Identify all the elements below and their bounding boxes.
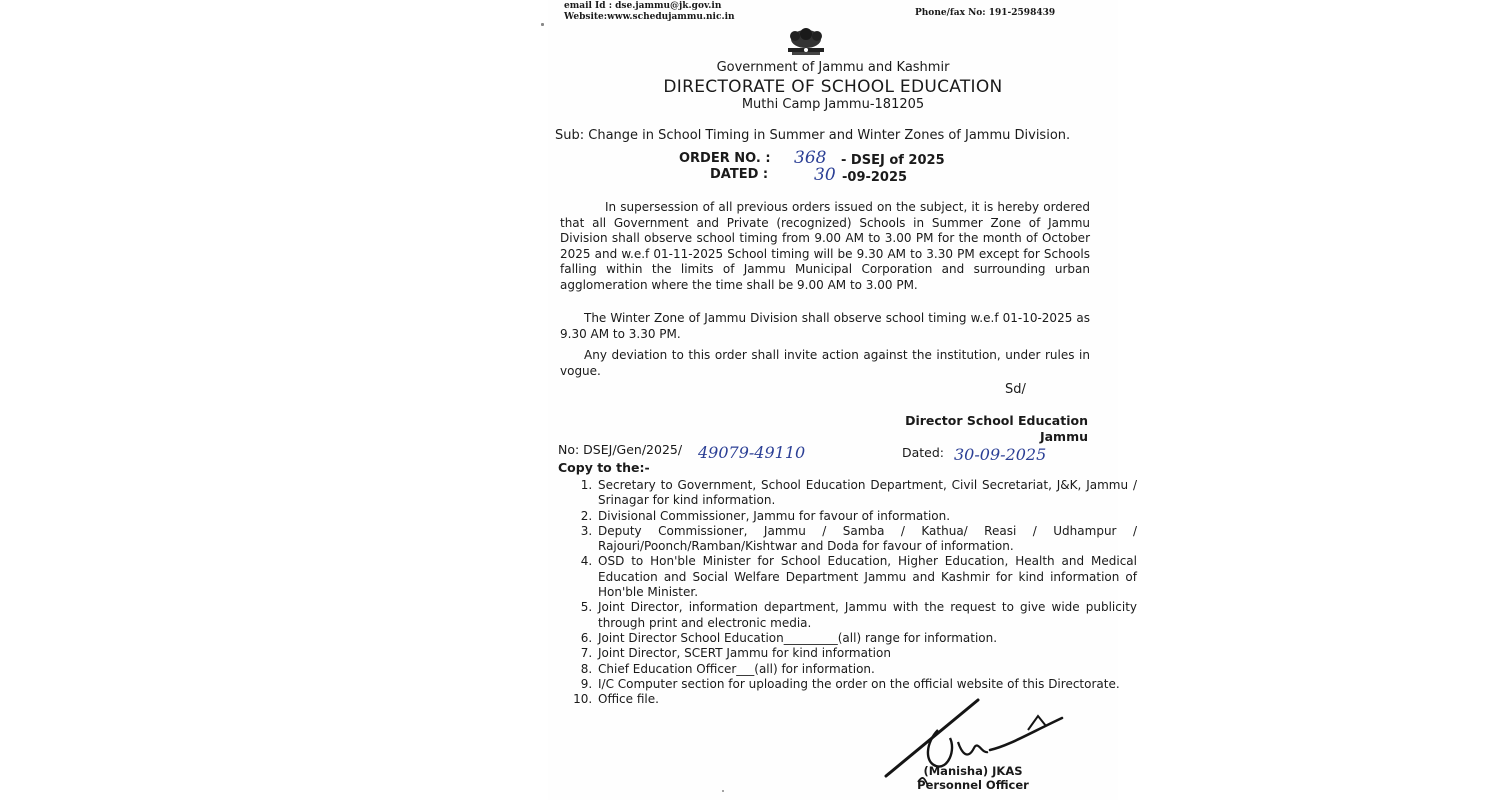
officer-designation: Personnel Officer bbox=[917, 778, 1029, 792]
subject-line: Sub: Change in School Timing in Summer and Winter Zones of Jammu Division. bbox=[555, 128, 1071, 143]
director-designation: Director School Education bbox=[905, 413, 1088, 428]
copy-to-item: 2. Divisional Commissioner, Jammu for favour of information. bbox=[596, 509, 1137, 524]
reference-dated-handwritten: 30-09-2025 bbox=[954, 445, 1047, 464]
copy-to-item: 9. I/C Computer section for uploading the order on the official website of this Directorate. bbox=[596, 677, 1137, 692]
copy-to-item: 10. Office file. bbox=[596, 692, 1137, 707]
order-paragraph-3: Any deviation to this order shall invite action against the institution, under rules in vogue. bbox=[560, 348, 1090, 378]
copy-to-item: 4. OSD to Hon'ble Minister for School Education, Higher Education, Health and Medical Education and Social Welfare Department Jammu and Kashmir for kind information of Hon'ble Minister. bbox=[596, 554, 1137, 600]
copy-to-item: 8. Chief Education Officer___(all) for information. bbox=[596, 662, 1137, 677]
copy-to-item: 1. Secretary to Government, School Education Department, Civil Secretariat, J&K, Jammu / Srinagar for kind information. bbox=[596, 478, 1137, 509]
order-paragraph-1: In supersession of all previous orders issued on the subject, it is hereby ordered that all Government and Private (recognized) Schools in Summer Zone of Jammu Division shall observe school timing from 9.00 AM to 3.00 PM for the month of October 2025 and w.e.f 01-11-2025 School timing will be 9.30 AM to 3.30 PM except for Schools falling within the limits of Jammu Municipal Corporation and surrounding urban agglomeration where the time shall be 9.00 AM to 3.00 PM. bbox=[560, 200, 1090, 292]
order-no-label: ORDER NO. : bbox=[679, 151, 771, 166]
government-name: Government of Jammu and Kashmir bbox=[716, 60, 950, 75]
copy-to-item: 3. Deputy Commissioner, Jammu / Samba / Kathua/ Reasi / Udhampur / Rajouri/Poonch/Ramban/Kishtwar and Doda for favour of information. bbox=[596, 524, 1137, 555]
header-phone: Phone/fax No: 191-2598439 bbox=[915, 8, 1056, 18]
director-place: Jammu bbox=[1039, 429, 1088, 444]
official-order-document bbox=[548, 0, 1137, 800]
officer-name: (Manisha) JKAS bbox=[923, 764, 1023, 778]
order-dated-suffix: -09-2025 bbox=[842, 170, 908, 185]
scan-mark bbox=[541, 23, 544, 26]
scan-mark bbox=[722, 790, 724, 792]
directorate-address: Muthi Camp Jammu-181205 bbox=[741, 97, 925, 112]
order-dated-label: DATED : bbox=[710, 167, 769, 182]
order-dated-handwritten: 30 bbox=[814, 165, 836, 185]
copy-to-list bbox=[560, 478, 1137, 707]
copy-to-item: 6. Joint Director School Education_________(all) range for information. bbox=[596, 631, 1137, 646]
copy-to-item: 7. Joint Director, SCERT Jammu for kind information bbox=[596, 646, 1137, 661]
header-email: email Id : dse.jammu@jk.gov.in bbox=[564, 1, 722, 11]
national-emblem-icon bbox=[782, 26, 830, 56]
order-paragraph-2: The Winter Zone of Jammu Division shall observe school timing w.e.f 01-10-2025 as 9.30 AM to 3.30 PM. bbox=[560, 311, 1090, 341]
reference-dated-label: Dated: bbox=[902, 445, 945, 460]
signed-mark: Sd/ bbox=[1005, 382, 1026, 397]
reference-no-label: No: DSEJ/Gen/2025/ bbox=[558, 442, 683, 457]
order-no-handwritten: 368 bbox=[794, 148, 827, 168]
copy-to-heading: Copy to the:- bbox=[558, 460, 650, 475]
header-website: Website:www.schedujammu.nic.in bbox=[564, 12, 735, 22]
reference-no-handwritten: 49079-49110 bbox=[698, 443, 806, 462]
directorate-title: DIRECTORATE OF SCHOOL EDUCATION bbox=[663, 77, 1003, 97]
order-no-suffix: - DSEJ of 2025 bbox=[841, 153, 945, 168]
copy-to-item: 5. Joint Director, information department, Jammu with the request to give wide publicity through print and electronic media. bbox=[596, 600, 1137, 631]
